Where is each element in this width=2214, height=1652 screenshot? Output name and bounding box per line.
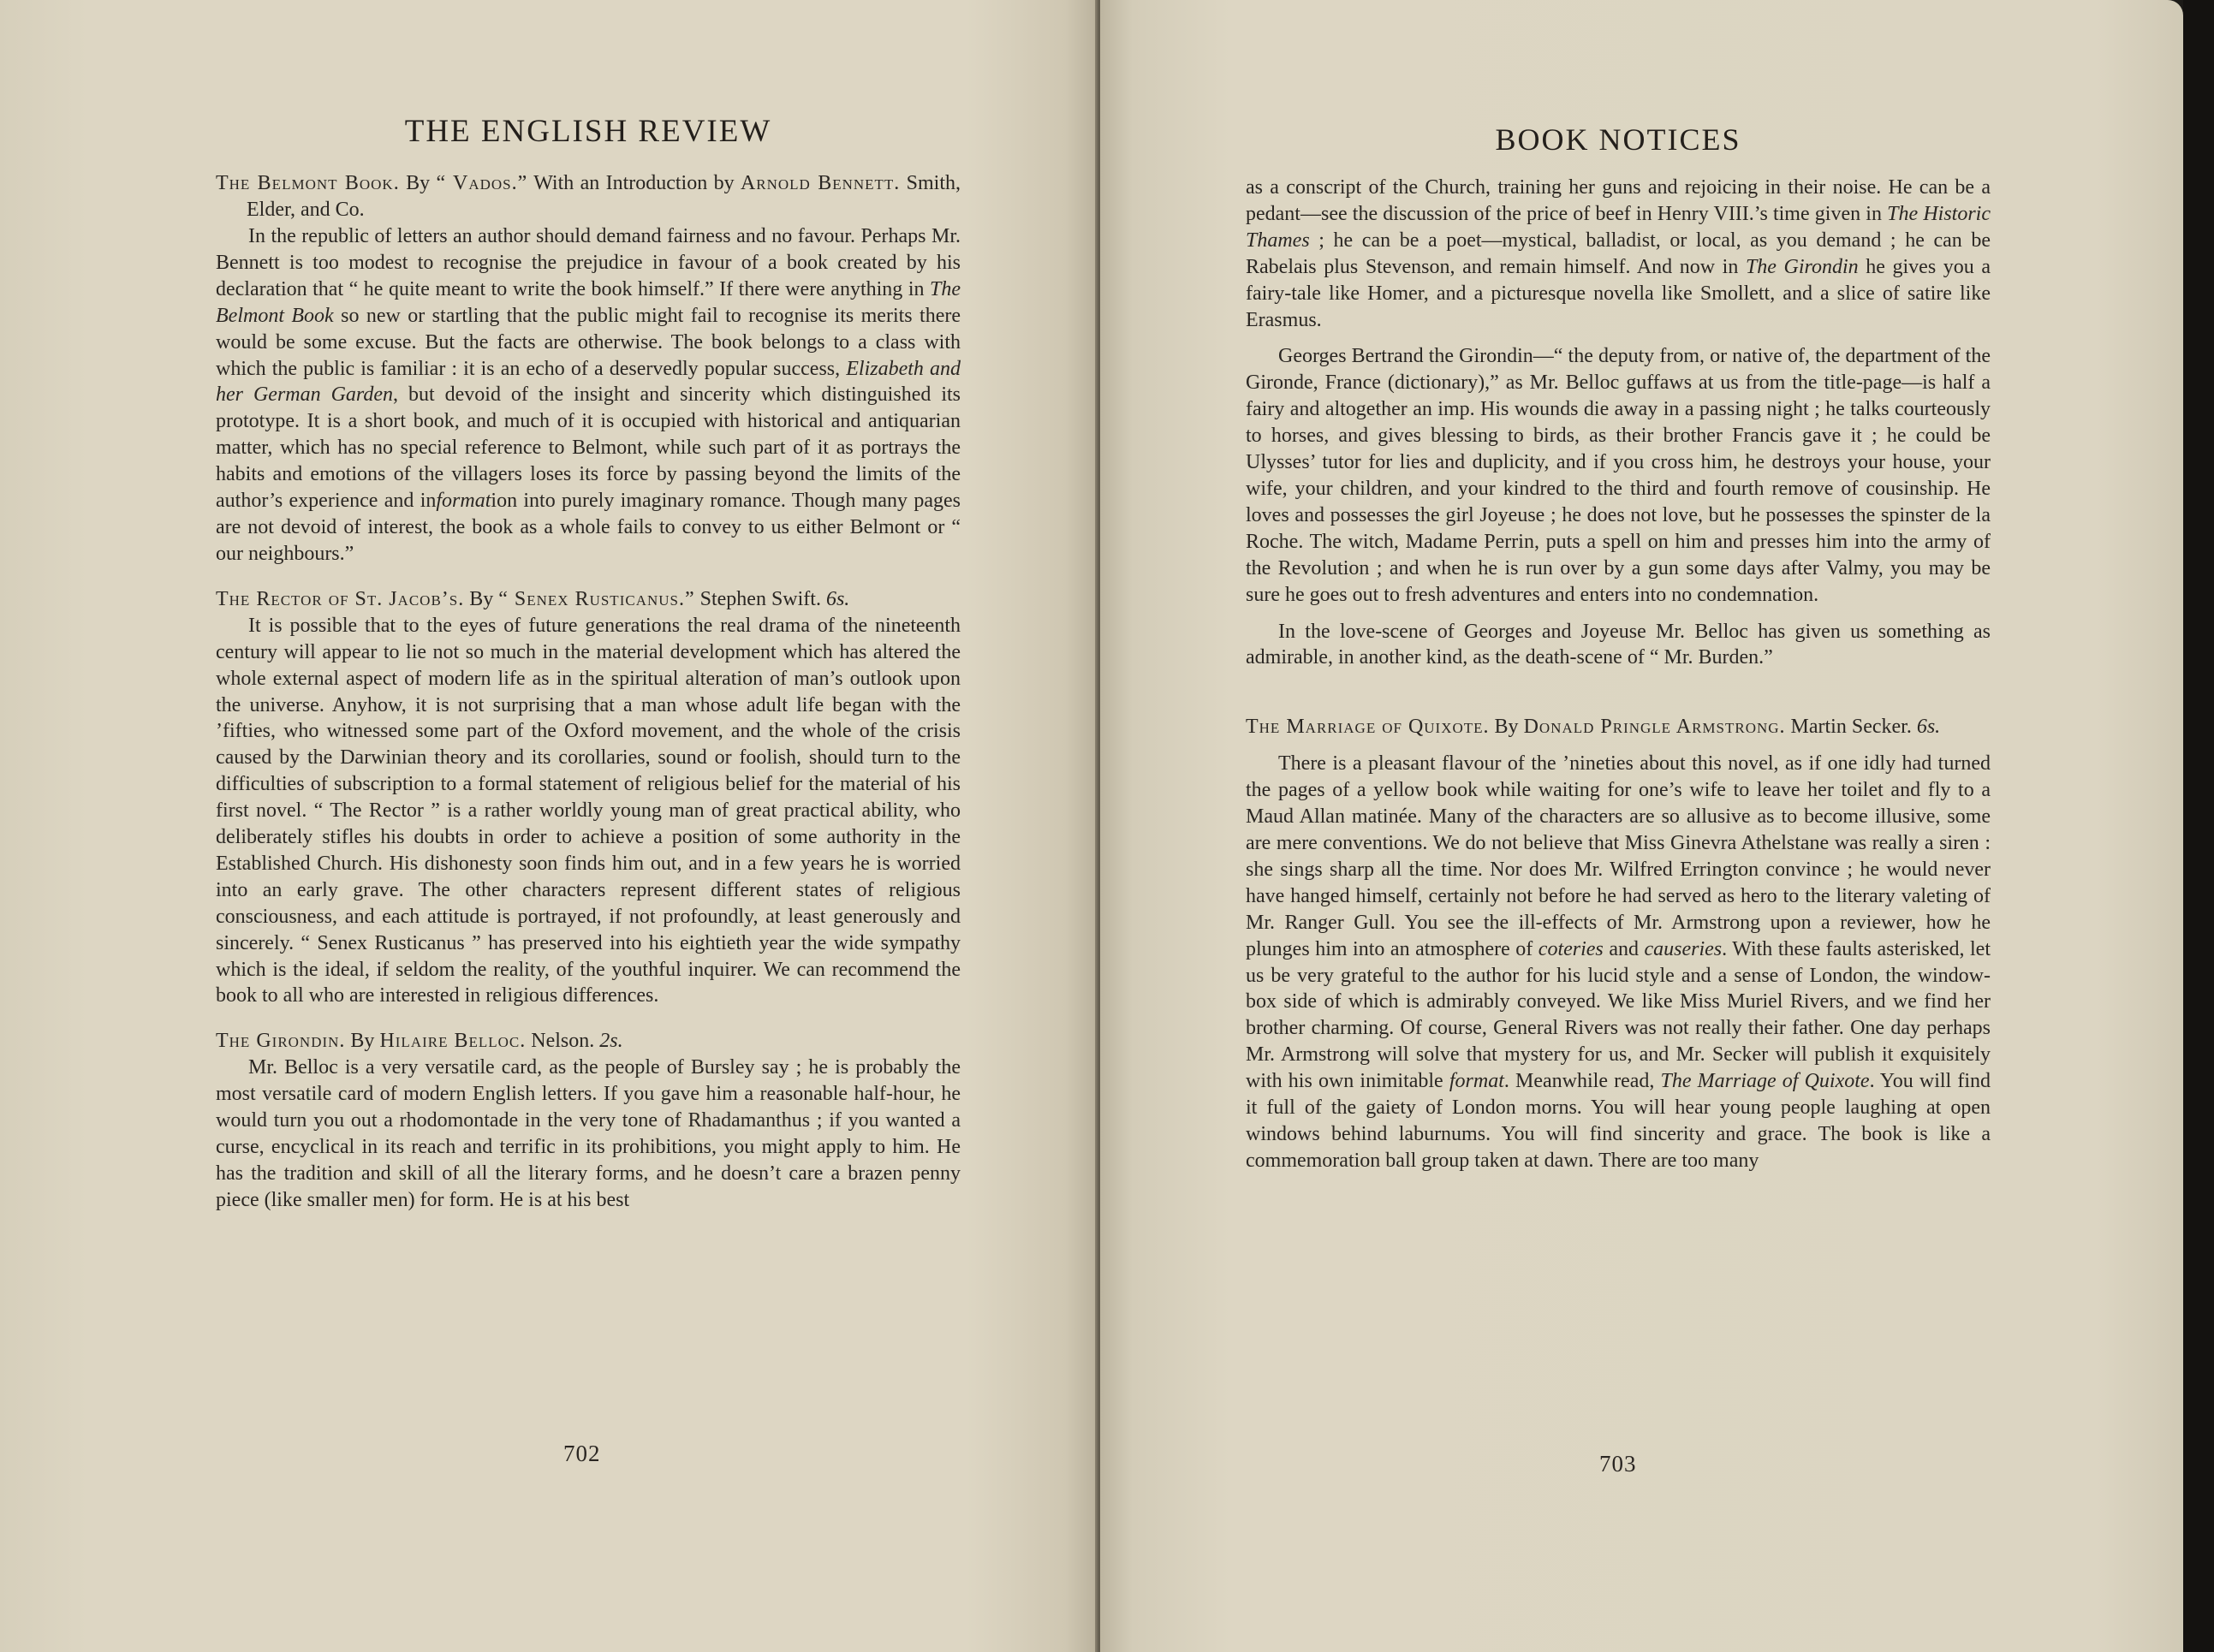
paragraph: as a conscript of the Church, training her guns and rejoicing in their noise. He can be a pedant—see the discussion of the price of beef in Henry VIII.’s time given in The Historic Thames ; he can be a poet—mystical, balladist, or local, as you demand ; he can be Rabelais plus Stevenson, and remain himself. And now in The Girondin he gives you a fairy-tale like Homer, and a picturesque novella like Smollett, and a slice of satire like Erasmus.: [1246, 176, 1991, 331]
right-text-block: [1246, 122, 1991, 1174]
entry-price: 2s.: [599, 1030, 623, 1053]
entry-extra-name: Arnold Bennett.: [740, 172, 901, 194]
entry-author: “ Vados.”: [436, 172, 528, 194]
entry-price: 6s.: [1916, 716, 1941, 739]
entry-publisher: Stephen Swift.: [699, 587, 821, 610]
entry-publisher: Nelson.: [531, 1030, 595, 1053]
entry-extra: With an Introduction by: [533, 172, 735, 194]
entry-by: By: [1494, 716, 1519, 739]
entry-by: By: [469, 587, 494, 610]
entry-price: 6s.: [825, 587, 850, 610]
entry-author: Hilaire Belloc.: [379, 1030, 527, 1053]
paragraph: In the republic of letters an author should demand fairness and no favour. Perhaps Mr. Bennett is too modest to recognise the prejudice in favour of a book created by his declaration that “ he quite meant to write the book himself.” If there were anything in The Belmont Book so new or startling that the public might fail to recognise its merits there would be some excuse. But the facts are otherwise. The book belongs to a class with which the public is familiar : it is an echo of a deservedly popular success, Elizabeth and her German Garden, but devoid of the insight and sincerity which distinguished its prototype. It is a short book, and much of it is occupied with historical and antiquarian matter, which has no special reference to Belmont, while such part of it as portrays the habits and emotions of the villagers loses its force by passing beyond the limits of the author’s experience and information into purely imaginary romance. Though many pages are not devoid of interest, the book as a whole fails to convey to us either Belmont or “ our neighbours.”: [216, 225, 961, 565]
page-number-right: 703: [1599, 1451, 1637, 1477]
entry-publisher: Martin Secker.: [1790, 716, 1912, 739]
paragraph: It is possible that to the eyes of future generations the real drama of the nineteenth century will appear to lie not so much in the material development which has altered the whole external aspect of modern life as in the spiritual alteration of man’s outlook upon the universe. Anyhow, it is not surprising that a man whose adult life began with the ’fifties, who witnessed some part of the Oxford movement, and the whole of the crisis caused by the Darwinian theory and its corollaries, sound or foolish, should turn to the difficulties of subscription to a formal statement of religious belief for the material of his first novel. “ The Rector ” is a rather worldly young man of great practical ability, who deliberately stifles his doubts in order to achieve a position of some authority in the Established Church. His dishonesty soon finds him out, and in a few years he is worried into an early grave. The other characters represent different states of religious consciousness, and each attitude is portrayed, if not profoundly, at least generously and sincerely. “ Senex Rusticanus ” has preserved into his eightieth year the wide sympathy which is the ideal, if seldom the reality, of the youthful inquirer. We can recommend the book to all who are interested in religious differences.: [216, 614, 961, 1007]
entry-heading-girondin: [216, 1028, 961, 1055]
paragraph: Georges Bertrand the Girondin—“ the deputy from, or native of, the department of the Gironde, France (dictionary),” as Mr. Belloc guffaws at us from the title-page—is half a fairy and altogether an imp. His wounds die away in a passing night ; he talks courteously to horses, and gives blessing to birds, as their brother Francis gave it ; he could be Ulysses’ tutor for lies and duplicity, and if you cross him, he destroys your house, your wife, your children, and your kindred to the third and fourth remove of cousinship. He loves and possesses the girl Joyeuse ; he does not love, but he possesses the spinster de la Roche. The witch, Madame Perrin, puts a spell on him and presses him into the army of the Revolution ; and when he is run over by a gun some days after Valmy, you may be sure he goes out to fresh adventures and enters into no condemnation.: [1246, 345, 1991, 606]
entry-title: The Girondin.: [216, 1030, 346, 1053]
entry-publisher: Smith, Elder, and Co.: [247, 172, 961, 221]
entry-author: “ Senex Rusticanus.”: [498, 587, 695, 610]
running-head-left: THE ENGLISH REVIEW: [404, 114, 772, 149]
entry-title: The Belmont Book.: [216, 172, 400, 194]
entry-by: By: [350, 1030, 375, 1053]
left-text-block: [216, 113, 961, 1214]
background-edge: [2183, 0, 2214, 1652]
paragraph: There is a pleasant flavour of the ’nineties about this novel, as if one idly had turned the pages of a yellow book while waiting for one’s wife to leave her toilet and fly to a Maud Allan matinée. Many of the characters are so allusive as to become illusive, some are mere conventions. We do not believe that Miss Ginevra Athelstane was really a siren : she sings sharp all the time. Nor does Mr. Wilfred Errington convince ; he would never have hanged himself, certainly not before he had served as hero to the literary valeting of Mr. Ranger Gull. You see the ill-effects of Mr. Armstrong upon a reviewer, how he plunges him into an atmosphere of coteries and causeries. With these faults asterisked, let us be very grateful to the author for his lucid style and a sense of London, the window-box side of which is admirably conveyed. We like Miss Muriel Rivers, and we find her brother charming. Of course, General Rivers was not really their father. One day perhaps Mr. Armstrong will solve that mystery for us, and Mr. Secker will publish it exquisitely with his own inimitable format. Meanwhile read, The Marriage of Quixote. You will find it full of the gaiety of London morns. You will hear young people laughing at open windows behind laburnums. You will find sincerity and grace. The book is like a commemoration ball group taken at dawn. There are too many: [1246, 752, 1991, 1172]
page-number-left: 702: [563, 1441, 601, 1466]
entry-title: The Marriage of Quixote.: [1246, 716, 1490, 739]
entry-author: Donald Pringle Armstrong.: [1523, 716, 1786, 739]
entry-by: By: [406, 172, 431, 194]
paragraph: Mr. Belloc is a very versatile card, as the people of Bursley say ; he is probably the most versatile card of modern English letters. If you gave him a reasonable half-hour, he would turn you out a rhodomontade in the very tone of Rhadamanthus ; if you wanted a curse, encyclical in its reach and terrific in its prohibitions, you might apply to him. He has the tradition and skill of all the literary forms, and he doesn’t care a brazen penny piece (like smaller men) for form. He is at his best: [216, 1056, 961, 1211]
entry-heading-quixote: [1246, 714, 1991, 740]
running-head-right: BOOK NOTICES: [1495, 122, 1741, 157]
entry-title: The Rector of St. Jacob’s.: [216, 587, 465, 610]
paragraph: In the love-scene of Georges and Joyeuse Mr. Belloc has given us something as admirable, in another kind, as the death-scene of “ Mr. Burden.”: [1246, 620, 1991, 669]
left-page: [0, 0, 1098, 1652]
entry-heading-belmont: [216, 170, 961, 223]
right-page: [1100, 0, 2183, 1652]
entry-heading-rector: [216, 586, 961, 613]
